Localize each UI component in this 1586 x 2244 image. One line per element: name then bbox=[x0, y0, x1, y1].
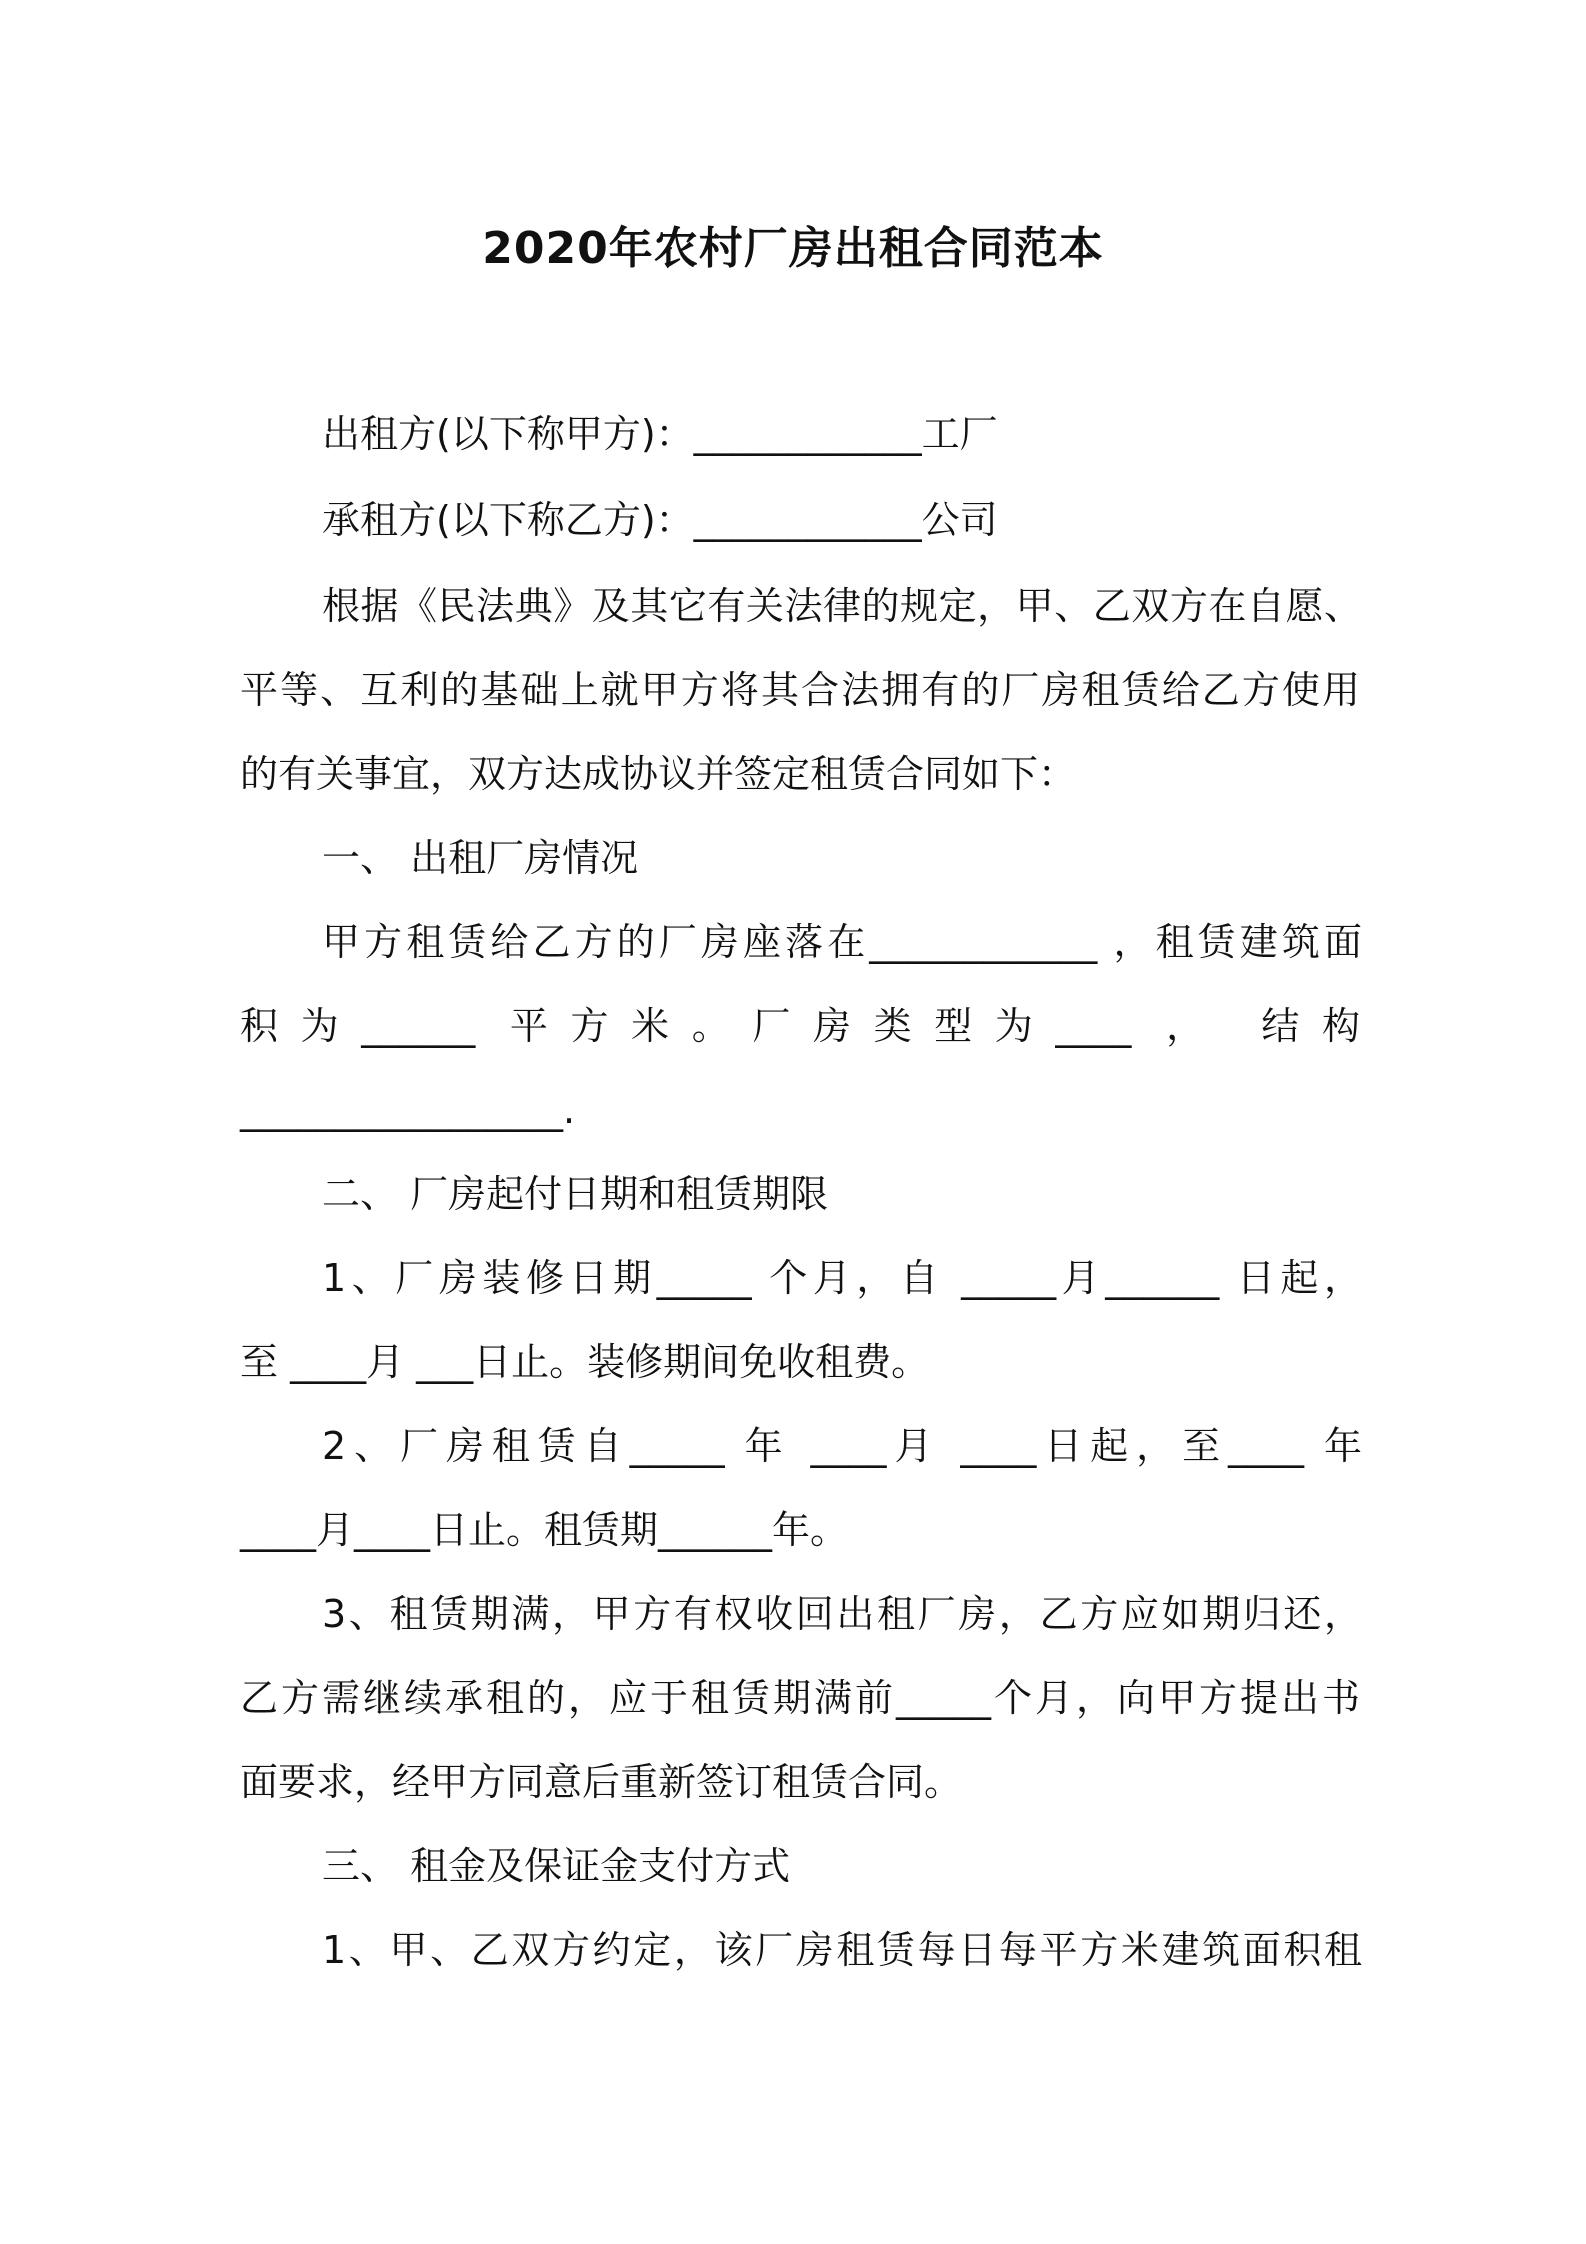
clause-3-1-line-1: 1、甲、乙双方约定，该厂房租赁每日每平方米建筑面积租 bbox=[322, 1928, 1362, 1972]
clause-2-3-line-2: 乙方需继续承租的，应于租赁期满前_____个月，向甲方提出书 bbox=[240, 1676, 1360, 1720]
clause-2-2-line-1: 2、厂房租赁自_____ 年 ____月 ____日起，至____ 年 bbox=[322, 1424, 1362, 1468]
clause-2-1-line-2: 至 ____月 ___日止。装修期间免收租费。 bbox=[240, 1340, 930, 1384]
lessee-line: 承租方(以下称乙方)：____________公司 bbox=[322, 498, 998, 542]
preamble-line-2: 平等、互利的基础上就甲方将其合法拥有的厂房租赁给乙方使用 bbox=[240, 668, 1360, 712]
section-1-text-1: 甲方租赁给乙方的厂房座落在____________ ，租赁建筑面 bbox=[322, 920, 1362, 964]
section-1-text-3: _________________. bbox=[240, 1088, 576, 1132]
preamble-line-3: 的有关事宜，双方达成协议并签定租赁合同如下： bbox=[240, 752, 1077, 796]
lessor-line: 出租方(以下称甲方)：____________工厂 bbox=[322, 412, 998, 456]
section-1-heading: 一、 出租厂房情况 bbox=[322, 836, 639, 880]
clause-2-3-line-1: 3、租赁期满，甲方有权收回出租厂房，乙方应如期归还， bbox=[322, 1592, 1362, 1636]
clause-2-3-line-3: 面要求，经甲方同意后重新签订租赁合同。 bbox=[240, 1760, 963, 1804]
clause-2-1-line-1: 1、厂房装修日期_____ 个月，自 _____月______ 日起， bbox=[322, 1256, 1362, 1300]
clause-2-2-line-2: ____月____日止。租赁期______年。 bbox=[240, 1508, 849, 1552]
section-3-heading: 三、 租金及保证金支付方式 bbox=[322, 1844, 791, 1888]
section-2-heading: 二、 厂房起付日期和租赁期限 bbox=[322, 1172, 829, 1216]
section-1-text-2: 积为______ 平方米。厂房类型为____ ， 结构 bbox=[240, 1004, 1360, 1048]
preamble-line-1: 根据《民法典》及其它有关法律的规定，甲、乙双方在自愿、 bbox=[322, 584, 1362, 628]
document-title: 2020年农村厂房出租合同范本 bbox=[482, 223, 1104, 274]
